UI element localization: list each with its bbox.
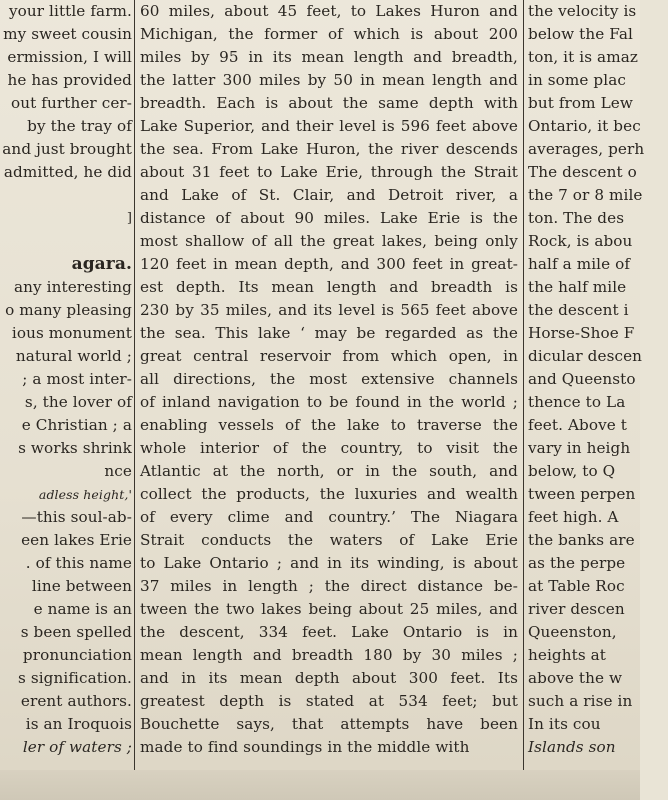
left-column-line: een lakes Erie	[21, 531, 132, 549]
right-column-line: Islands son	[528, 738, 616, 756]
left-column-line: line between	[31, 577, 132, 595]
right-column-line: In its cou	[528, 715, 601, 733]
middle-column-line: 230 by 35 miles, and its level is 565 feet above	[140, 301, 518, 319]
middle-column-line: great central reservoir from which open, in	[140, 347, 518, 365]
right-column-line: and Queensto	[528, 370, 636, 388]
middle-column-line: est depth. Its mean length and breadth is	[140, 278, 518, 296]
middle-column-line: Atlantic at the north, or in the south, and	[140, 462, 518, 480]
left-column-line: s been spelled	[20, 623, 132, 641]
middle-column-line: the latter 300 miles by 50 in mean length and	[140, 71, 518, 89]
right-column-line: ton, it is amaz	[528, 48, 638, 66]
middle-column-line: whole interior of the country, to visit the	[140, 439, 518, 457]
right-column-line: as the perpe	[528, 554, 626, 572]
left-column-line: . of this name	[25, 554, 132, 572]
left-column-line: adless height,'	[38, 487, 132, 502]
page-bottom-margin	[0, 770, 640, 800]
left-column-line: ; a most inter-	[22, 370, 132, 388]
left-column-line: —this soul-ab-	[21, 508, 132, 526]
middle-text-column	[140, 0, 518, 770]
middle-column-line: Strait conducts the waters of Lake Erie	[140, 531, 518, 549]
right-column-line: Queenston,	[528, 623, 617, 641]
middle-column-line: Lake Superior, and their level is 596 feet above	[140, 117, 518, 135]
middle-column-line: tween the two lakes being about 25 miles, and	[140, 600, 518, 618]
right-column-line: below the Fal	[528, 25, 633, 43]
left-column-line: s, the lover of	[24, 393, 132, 411]
middle-column-line: of inland navigation to be found in the world ;	[140, 393, 518, 411]
left-column-line: s signification.	[18, 669, 132, 687]
middle-column-line: enabling vessels of the lake to traverse the	[140, 416, 518, 434]
right-column-line: the descent i	[528, 301, 629, 319]
right-column-line: but from Lew	[528, 94, 633, 112]
middle-column-line: all directions, the most extensive channels	[140, 370, 518, 388]
right-column-line: such a rise in	[528, 692, 633, 710]
left-column-line	[1, 184, 132, 207]
right-column-line: above the w	[528, 669, 623, 687]
left-column-line: erent authors.	[20, 692, 132, 710]
middle-column-line: Michigan, the former of which is about 200	[140, 25, 518, 43]
left-column-line: your little farm.	[8, 2, 132, 20]
middle-column-line: 37 miles in length ; the direct distance be-	[140, 577, 518, 595]
right-column-line: heights at	[528, 646, 607, 664]
left-column-line: ler of waters ;	[22, 738, 132, 756]
right-column-line: tween perpen	[528, 485, 636, 503]
middle-column-line: about 31 feet to Lake Erie, through the Strait	[140, 163, 518, 181]
left-column-line: natural world ;	[15, 347, 132, 365]
right-text-column	[528, 0, 668, 770]
middle-column-line: the sea. From Lake Huron, the river descends	[140, 140, 518, 158]
middle-column-line: mean length and breadth 180 by 30 miles ;	[140, 646, 518, 664]
middle-column-line: to Lake Ontario ; and in its winding, is about	[140, 554, 518, 572]
right-column-line: ton. The des	[528, 209, 625, 227]
left-column-line: my sweet cousin	[3, 25, 132, 43]
right-column-line: the half mile	[528, 278, 627, 296]
left-column-line: nce	[104, 462, 132, 480]
middle-column-line: collect the products, the luxuries and wealth	[140, 485, 518, 503]
left-column-line: e Christian ; a	[21, 416, 132, 434]
left-column-line: o many pleasing	[5, 301, 132, 319]
middle-column-line: of every clime and country.’ The Niagara	[140, 508, 518, 526]
middle-column-line: the descent, 334 feet. Lake Ontario is in	[140, 623, 518, 641]
middle-column-line: breadth. Each is about the same depth with	[140, 94, 518, 112]
middle-column-line: miles by 95 in its mean length and breadth,	[140, 48, 518, 66]
right-column-line: thence to La	[528, 393, 626, 411]
middle-column-line: and in its mean depth about 300 feet. Its	[140, 669, 518, 687]
left-column-line: ious monument	[11, 324, 132, 342]
right-column-line: half a mile of	[528, 255, 631, 273]
section-heading: agara.	[71, 254, 132, 274]
middle-column-line: made to find soundings in the middle with	[140, 738, 470, 756]
middle-column-line: the sea. This lake ‘ may be regarded as the	[140, 324, 518, 342]
left-column-line: is an Iroquois	[25, 715, 132, 733]
left-column-line: pronunciation	[22, 646, 132, 664]
right-column-line: dicular descen	[528, 347, 643, 365]
right-column-line: the 7 or 8 mile	[528, 186, 643, 204]
right-column-line: the banks are	[528, 531, 635, 549]
right-column-line: feet high. A	[528, 508, 619, 526]
right-column-line: averages, perh	[528, 140, 645, 158]
right-column-line: below, to Q	[528, 462, 616, 480]
right-column-line: the velocity is	[528, 2, 637, 20]
middle-column-line: 60 miles, about 45 feet, to Lakes Huron and	[140, 2, 518, 20]
left-column-line: ermission, I will	[7, 48, 132, 66]
middle-column-line: most shallow of all the great lakes, being only	[140, 232, 518, 250]
right-column-line: at Table Roc	[528, 577, 625, 595]
right-column-line: in some plac	[528, 71, 626, 89]
left-column-line: any interesting	[14, 278, 132, 296]
left-column-line: ]	[126, 211, 132, 226]
column-rule-right	[523, 0, 524, 772]
right-column-line: Ontario, it bec	[528, 117, 641, 135]
left-column-line: by the tray of	[27, 117, 132, 135]
left-column-line: out further cer-	[11, 94, 132, 112]
left-column-line: s works shrink	[18, 439, 132, 457]
left-column-line	[1, 230, 132, 253]
left-column-line: he has provided	[7, 71, 132, 89]
left-column-line: and just brought	[2, 140, 132, 158]
left-column-line: admitted, he did	[3, 163, 132, 181]
column-rule-left	[134, 0, 135, 772]
right-column-line: vary in heigh	[528, 439, 631, 457]
middle-column-line: Bouchette says, that attempts have been	[140, 715, 518, 733]
middle-column-line: distance of about 90 miles. Lake Erie is the	[140, 209, 518, 227]
right-column-line: feet. Above t	[528, 416, 627, 434]
right-column-line: Horse-Shoe F	[528, 324, 635, 342]
middle-column-line: greatest depth is stated at 534 feet; but	[140, 692, 518, 710]
middle-column-line: 120 feet in mean depth, and 300 feet in great-	[140, 255, 518, 273]
right-column-line: The descent o	[528, 163, 637, 181]
right-column-line: Rock, is abou	[528, 232, 633, 250]
right-column-line: river descen	[528, 600, 625, 618]
middle-column-line: and Lake of St. Clair, and Detroit river, a	[140, 186, 518, 204]
left-text-column	[0, 0, 131, 770]
left-column-line: e name is an	[33, 600, 132, 618]
